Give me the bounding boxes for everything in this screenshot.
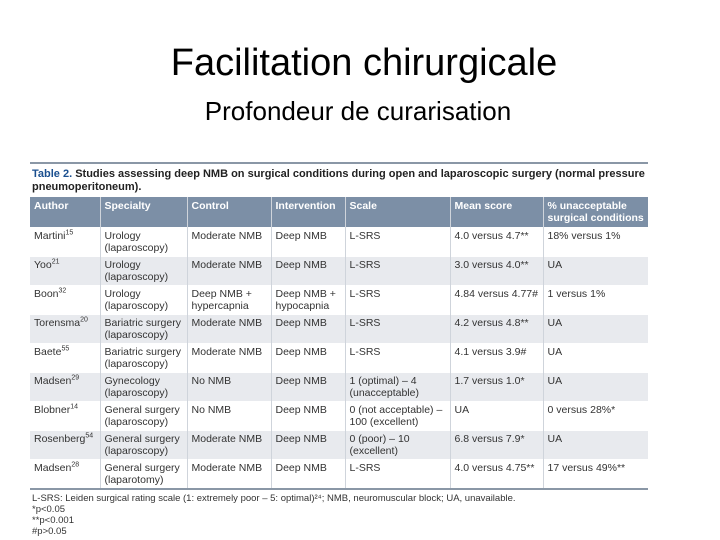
cell-pct-unacceptable: UA bbox=[543, 344, 648, 373]
cell-control: Moderate NMB bbox=[187, 460, 271, 489]
cell-mean-score: 1.7 versus 1.0* bbox=[450, 373, 543, 402]
header-specialty: Specialty bbox=[100, 197, 187, 228]
cell-control: Moderate NMB bbox=[187, 431, 271, 460]
cell-specialty: General surgery (laparotomy) bbox=[100, 460, 187, 489]
cell-specialty: Urology (laparoscopy) bbox=[100, 228, 187, 257]
cell-pct-unacceptable: 17 versus 49%** bbox=[543, 460, 648, 489]
cell-intervention: Deep NMB bbox=[271, 402, 345, 431]
cell-pct-unacceptable: UA bbox=[543, 373, 648, 402]
cell-control: Moderate NMB bbox=[187, 257, 271, 286]
table-row bbox=[30, 460, 648, 489]
cell-mean-score: UA bbox=[450, 402, 543, 431]
cell-control: No NMB bbox=[187, 402, 271, 431]
footnote-abbreviations: L-SRS: Leiden surgical rating scale (1: extremely poor – 5: optimal)²⁴; NMB, neuromuscular block; UA, unavailable. bbox=[32, 493, 516, 504]
cell-specialty: Urology (laparoscopy) bbox=[100, 257, 187, 286]
cell-scale: 0 (poor) – 10 (excellent) bbox=[345, 431, 450, 460]
cell-author: Yoo$^{21}$ bbox=[30, 257, 100, 286]
reference-superscript: 15 bbox=[65, 229, 74, 237]
cell-mean-score: 4.1 versus 3.9# bbox=[450, 344, 543, 373]
cell-author: Torensma$^{20}$ bbox=[30, 315, 100, 344]
cell-specialty: Bariatric surgery (laparoscopy) bbox=[100, 315, 187, 344]
slide-title: Facilitation chirurgicale bbox=[170, 42, 558, 84]
cell-intervention: Deep NMB bbox=[271, 373, 345, 402]
table-row bbox=[30, 228, 648, 257]
cell-mean-score: 4.0 versus 4.75** bbox=[450, 460, 543, 489]
cell-pct-unacceptable: UA bbox=[543, 257, 648, 286]
cell-mean-score: 4.84 versus 4.77# bbox=[450, 286, 543, 315]
cell-intervention: Deep NMB + hypocapnia bbox=[271, 286, 345, 315]
header-control: Control bbox=[187, 197, 271, 228]
cell-scale: L-SRS bbox=[345, 286, 450, 315]
cell-author: Boon$^{32}$ bbox=[30, 286, 100, 315]
cell-mean-score: 4.0 versus 4.7** bbox=[450, 228, 543, 257]
cell-control: Deep NMB + hypercapnia bbox=[187, 286, 271, 315]
footnote-p005: *p<0.05 bbox=[32, 504, 66, 515]
footnote-p-ns: #p>0.05 bbox=[32, 526, 67, 537]
table-caption-text: Studies assessing deep NMB on surgical conditions during open and laparoscopic surgery (normal pressure pneumoperitoneum). bbox=[32, 168, 645, 193]
cell-control: Moderate NMB bbox=[187, 315, 271, 344]
header-mean-score: Mean score bbox=[450, 197, 543, 228]
header-pct-unacceptable: % unacceptable surgical conditions bbox=[543, 197, 648, 228]
reference-superscript: 55 bbox=[61, 345, 70, 353]
table-row bbox=[30, 257, 648, 286]
cell-pct-unacceptable: 0 versus 28%* bbox=[543, 402, 648, 431]
cell-intervention: Deep NMB bbox=[271, 315, 345, 344]
cell-scale: L-SRS bbox=[345, 257, 450, 286]
cell-intervention: Deep NMB bbox=[271, 257, 345, 286]
cell-intervention: Deep NMB bbox=[271, 460, 345, 489]
cell-intervention: Deep NMB bbox=[271, 431, 345, 460]
table-row bbox=[30, 286, 648, 315]
cell-scale: L-SRS bbox=[345, 344, 450, 373]
cell-scale: 0 (not acceptable) – 100 (excellent) bbox=[345, 402, 450, 431]
cell-pct-unacceptable: 1 versus 1% bbox=[543, 286, 648, 315]
table-row bbox=[30, 431, 648, 460]
cell-scale: 1 (optimal) – 4 (unacceptable) bbox=[345, 373, 450, 402]
cell-intervention: Deep NMB bbox=[271, 228, 345, 257]
table-row bbox=[30, 344, 648, 373]
cell-author: Martini$^{15}$ bbox=[30, 228, 100, 257]
cell-specialty: Urology (laparoscopy) bbox=[100, 286, 187, 315]
cell-pct-unacceptable: 18% versus 1% bbox=[543, 228, 648, 257]
reference-superscript: 32 bbox=[58, 287, 67, 295]
cell-scale: L-SRS bbox=[345, 228, 450, 257]
header-scale: Scale bbox=[345, 197, 450, 228]
cell-scale: L-SRS bbox=[345, 460, 450, 489]
cell-control: No NMB bbox=[187, 373, 271, 402]
cell-author: Baete$^{55}$ bbox=[30, 344, 100, 373]
cell-pct-unacceptable: UA bbox=[543, 315, 648, 344]
footnote-p0001: **p<0.001 bbox=[32, 515, 74, 526]
cell-intervention: Deep NMB bbox=[271, 344, 345, 373]
table-footnotes bbox=[30, 490, 648, 537]
reference-superscript: 21 bbox=[51, 258, 60, 266]
header-author: Author bbox=[30, 197, 100, 228]
cell-author: Madsen$^{29}$ bbox=[30, 373, 100, 402]
reference-superscript: 54 bbox=[85, 432, 94, 440]
cell-specialty: Bariatric surgery (laparoscopy) bbox=[100, 344, 187, 373]
cell-mean-score: 6.8 versus 7.9* bbox=[450, 431, 543, 460]
studies-table bbox=[30, 197, 648, 488]
cell-mean-score: 3.0 versus 4.0** bbox=[450, 257, 543, 286]
header-intervention: Intervention bbox=[271, 197, 345, 228]
reference-superscript: 14 bbox=[70, 403, 78, 411]
reference-superscript: 20 bbox=[80, 316, 88, 324]
studies-table-block bbox=[30, 162, 648, 537]
table-row bbox=[30, 402, 648, 431]
cell-author: Madsen$^{28}$ bbox=[30, 460, 100, 489]
cell-author: Blobner$^{14}$ bbox=[30, 402, 100, 431]
cell-pct-unacceptable: UA bbox=[543, 431, 648, 460]
table-caption-label: Table 2. bbox=[32, 168, 73, 180]
table-caption bbox=[30, 164, 648, 197]
cell-specialty: Gynecology (laparoscopy) bbox=[100, 373, 187, 402]
slide-subtitle: Profondeur de curarisation bbox=[204, 96, 512, 126]
cell-mean-score: 4.2 versus 4.8** bbox=[450, 315, 543, 344]
table-row bbox=[30, 373, 648, 402]
cell-scale: L-SRS bbox=[345, 315, 450, 344]
reference-superscript: 29 bbox=[71, 374, 80, 382]
cell-control: Moderate NMB bbox=[187, 228, 271, 257]
cell-specialty: General surgery (laparoscopy) bbox=[100, 402, 187, 431]
table-row bbox=[30, 315, 648, 344]
cell-control: Moderate NMB bbox=[187, 344, 271, 373]
cell-specialty: General surgery (laparoscopy) bbox=[100, 431, 187, 460]
reference-superscript: 28 bbox=[71, 461, 80, 469]
table-header-row bbox=[30, 197, 648, 228]
cell-author: Rosenberg$^{54}$ bbox=[30, 431, 100, 460]
